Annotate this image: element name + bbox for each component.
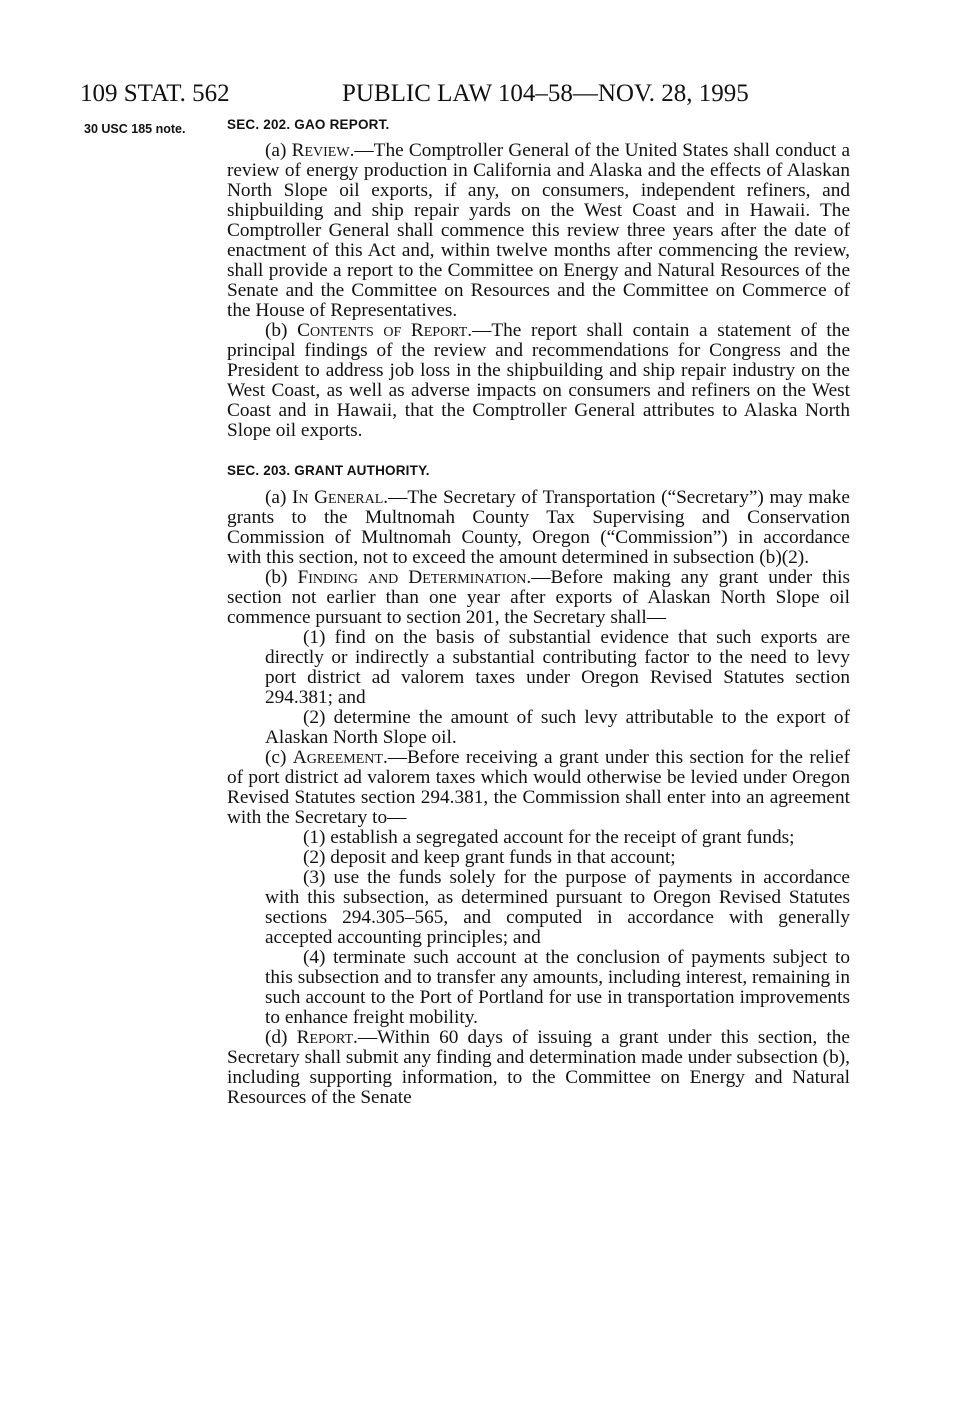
subsection-caption: Finding and Determination — [297, 567, 527, 588]
paragraph-item: (4) terminate such account at the conclusion of payments subject to this subsection and to transfer any amounts, including interest, remaining in such account to the Port of Portland for use in transportation improvements to enhance freight mobility. — [265, 947, 850, 1028]
paragraph-item: (1) find on the basis of substantial evidence that such exports are directly or indirectly a substantial contributing factor to the need to levy port district ad valorem taxes under Oregon Revised Statutes section 294.381; and — [265, 627, 850, 708]
paragraph-item: (2) determine the amount of such levy attributable to the export of Alaskan North Slope oil. — [265, 707, 850, 748]
running-head: PUBLIC LAW 104–58—NOV. 28, 1995 — [342, 80, 749, 107]
paragraph-item: (3) use the funds solely for the purpose of payments in accordance with this subsection, as determined pursuant to Oregon Revised Statutes sections 294.305–565, and computed in accordance with generally accepted accounting principles; and — [265, 867, 850, 948]
page-header — [80, 78, 780, 110]
stat-citation: 109 STAT. 562 — [80, 80, 230, 107]
subsection-203-b: (b) Finding and Determination.—Before making any grant under this section not earlier than one year after exports of Alaskan North Slope oil commence pursuant to section 201, the Secretary shall— — [227, 567, 850, 628]
section-heading-202: SEC. 202. GAO REPORT. — [227, 117, 390, 132]
subsection-caption: Contents of Report — [297, 320, 468, 341]
subsection-203-a: (a) In General.—The Secretary of Transportation (“Secretary”) may make grants to the Multnomah County Tax Supervising and Conservation Commission of Multnomah County, Oregon (“Commission”) in accordance with this section, not to exceed the amount determined in subsection (b)(2). — [227, 487, 850, 568]
subsection-203-c: (c) Agreement.—Before receiving a grant under this section for the relief of port district ad valorem taxes which would otherwise be levied under Oregon Revised Statutes section 294.381, the Commission shall enter into an agreement with the Secretary to— — [227, 747, 850, 828]
paragraph-item: (2) deposit and keep grant funds in that account; — [303, 847, 676, 868]
subsection-caption: Report — [296, 1027, 354, 1048]
subsection-202-b: (b) Contents of Report.—The report shall contain a statement of the principal findings of the review and recommendations for Congress and the President to address job loss in the shipbuilding and ship repair industry on the West Coast, as well as adverse impacts on consumers and refiners on the West Coast and in Hawaii, that the Comptroller General attributes to Alaska North Slope oil exports. — [227, 320, 850, 441]
margin-note: 30 USC 185 note. — [84, 122, 186, 136]
section-heading-203: SEC. 203. GRANT AUTHORITY. — [227, 463, 430, 478]
statute-body — [227, 115, 850, 1108]
paragraph-item: (1) establish a segregated account for the receipt of grant funds; — [303, 827, 795, 848]
subsection-caption: In General — [292, 487, 384, 508]
subsection-caption: Agreement — [292, 747, 383, 768]
subsection-203-d: (d) Report.—Within 60 days of issuing a grant under this section, the Secretary shall submit any finding and determination made under subsection (b), including supporting information, to the Committee on Energy and Natural Resources of the Senate — [227, 1027, 850, 1108]
subsection-caption: Review — [291, 140, 350, 161]
subsection-202-a: (a) Review.—The Comptroller General of the United States shall conduct a review of energy production in California and Alaska and the effects of Alaskan North Slope oil exports, if any, on consumers, independent refiners, and shipbuilding and ship repair yards on the West Coast and in Hawaii. The Comptroller General shall commence this review three years after the date of enactment of this Act and, within twelve months after commencing the review, shall provide a report to the Committee on Energy and Natural Resources of the Senate and the Committee on Resources and the Committee on Commerce of the House of Representatives. — [227, 140, 850, 321]
